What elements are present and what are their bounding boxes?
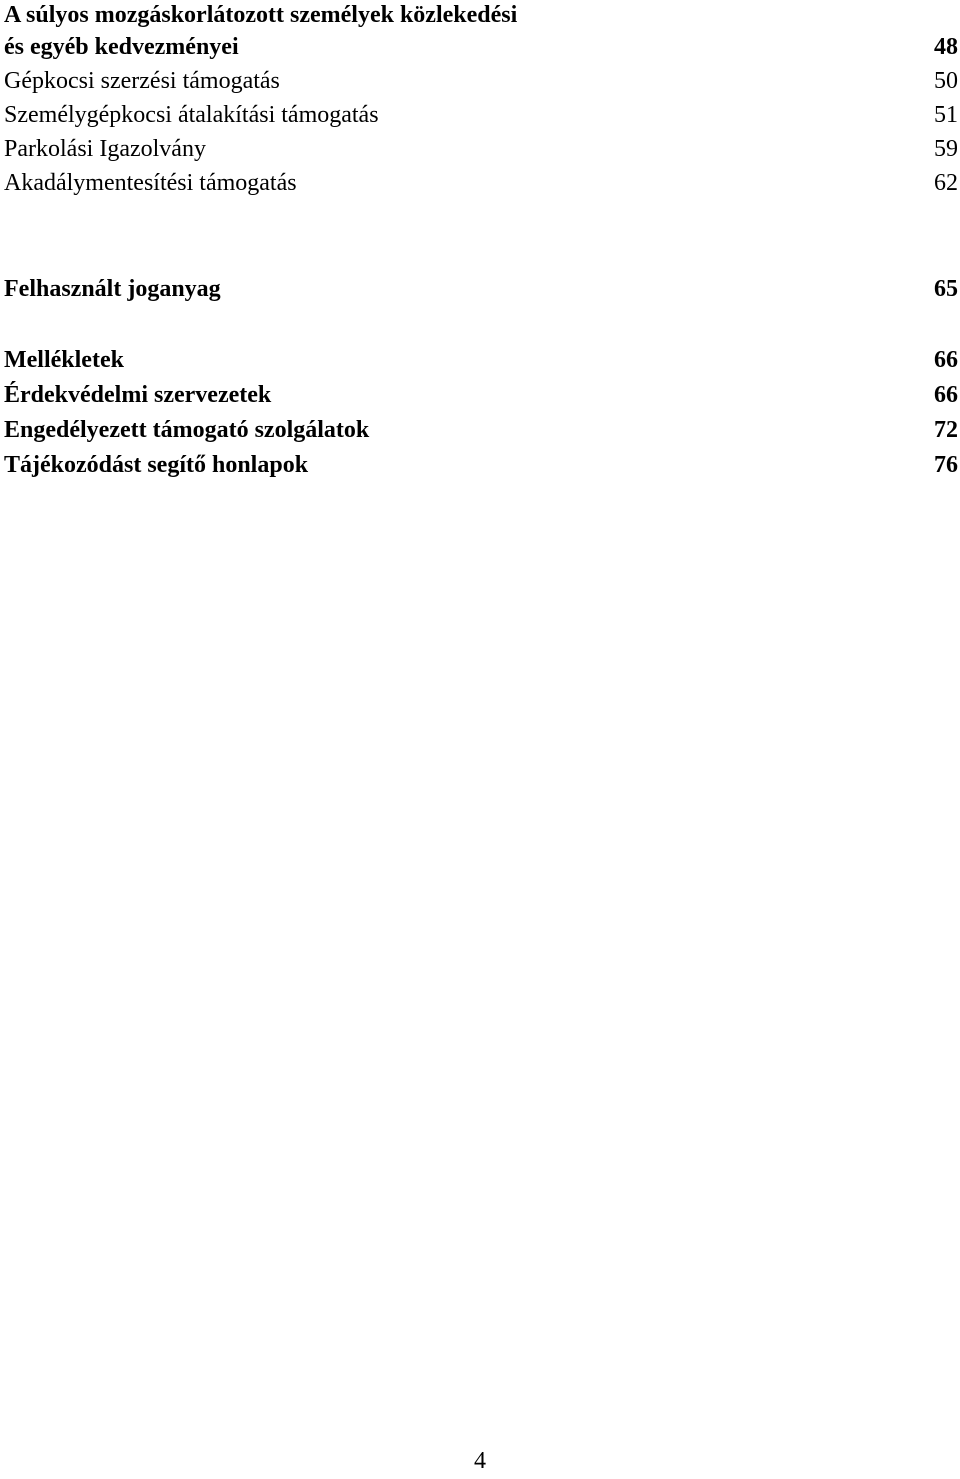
toc-heading-line-2: és egyéb kedvezményei: [4, 34, 239, 60]
toc-heading-page: 48: [934, 34, 958, 60]
toc-entry-label: Engedélyezett támogató szolgálatok: [4, 417, 370, 443]
toc-entry-page: 62: [934, 170, 958, 196]
toc-entry-label: Tájékozódást segítő honlapok: [4, 452, 309, 478]
toc-entry: [4, 343, 958, 378]
toc-entry-page: 72: [934, 417, 958, 443]
toc-section-transport-benefits: [4, 0, 958, 200]
page-number: 4: [474, 1448, 486, 1474]
toc-entry: [4, 378, 958, 413]
toc-entry-page: 59: [934, 136, 958, 162]
toc-spacer: [4, 307, 958, 343]
toc-entry: [4, 98, 958, 132]
toc-entry-page: 50: [934, 68, 958, 94]
toc-entry-legal-sources: [4, 272, 958, 307]
toc-entry-page: 76: [934, 452, 958, 478]
toc-entry-label: Parkolási Igazolvány: [4, 136, 206, 162]
toc-entry-label: Érdekvédelmi szervezetek: [4, 382, 272, 408]
toc-entry-page: 66: [934, 382, 958, 408]
toc-entry: [4, 448, 958, 483]
toc-entry-label: Személygépkocsi átalakítási támogatás: [4, 102, 379, 128]
toc-heading-row: [4, 30, 958, 64]
toc-entry-label: Felhasznált joganyag: [4, 276, 221, 302]
toc-entry-label: Gépkocsi szerzési támogatás: [4, 68, 280, 94]
toc-entry-label: Mellékletek: [4, 347, 124, 373]
toc-entry: [4, 166, 958, 200]
toc-entry: [4, 413, 958, 448]
toc-entry: [4, 64, 958, 98]
toc-entry-page: 65: [934, 276, 958, 302]
toc-entry: [4, 132, 958, 166]
toc-entry-label: Akadálymentesítési támogatás: [4, 170, 297, 196]
toc-section-appendices: [4, 343, 958, 483]
table-of-contents: [4, 0, 958, 483]
toc-heading-line-1: A súlyos mozgáskorlátozott személyek közlekedési: [4, 2, 518, 28]
toc-spacer: [4, 200, 958, 272]
toc-entry-page: 51: [934, 102, 958, 128]
toc-entry-page: 66: [934, 347, 958, 373]
